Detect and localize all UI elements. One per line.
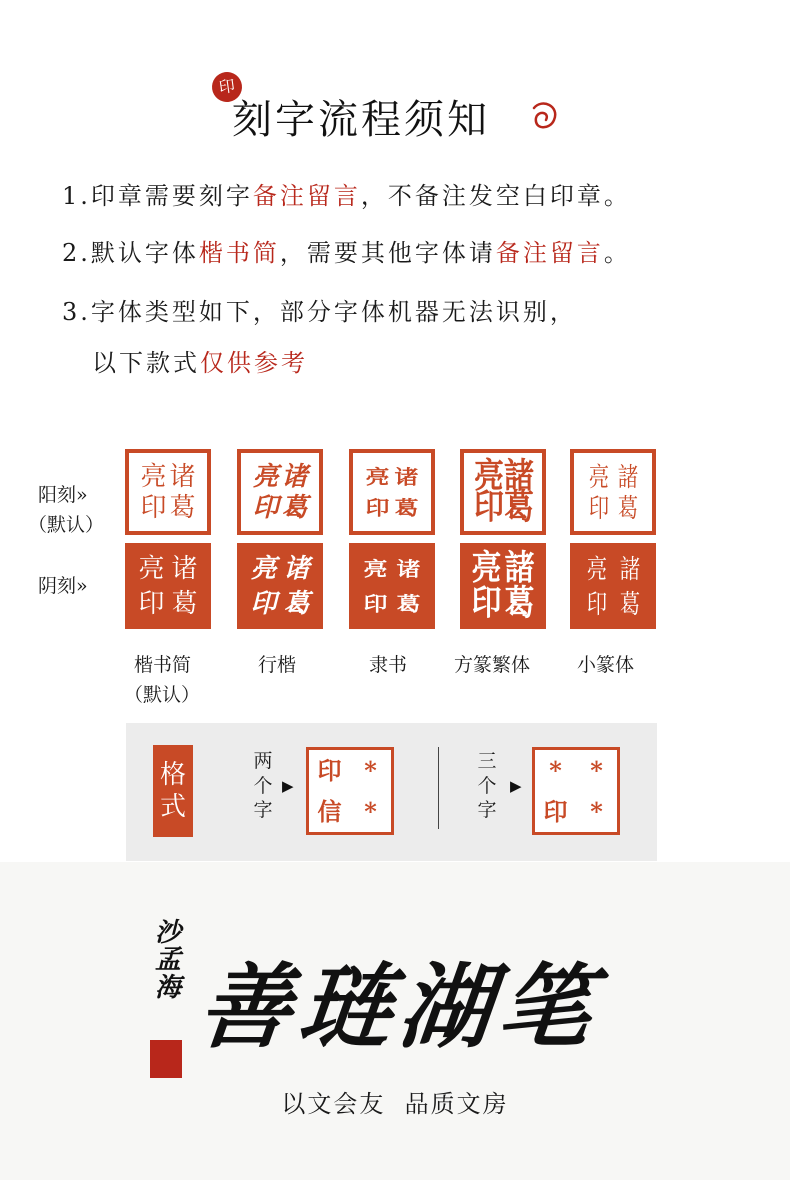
font-name-xingkai: 行楷 [258, 654, 297, 676]
page-title: 刻字流程须知 [232, 97, 490, 143]
yang-default-label: （默认） [28, 514, 105, 536]
three-char-layout: * * 印 * [532, 747, 620, 835]
two-char-layout: 印 * 信 * [306, 747, 394, 835]
rule-3-line-2: 以下款式仅供参考 [92, 349, 308, 377]
font-name-kaishu: 楷书简 [134, 654, 192, 676]
format-badge: 格 式 [153, 745, 193, 837]
three-char-label: 三 个 字 [477, 750, 497, 822]
brand-logo: 善琏湖笔 [193, 953, 605, 1061]
arrow-right-icon: ▶ [510, 777, 522, 795]
rule-2-highlight: 楷书简 [198, 239, 280, 267]
arrow-right-icon: ▶ [282, 777, 294, 795]
rule-2: 2.默认字体楷书简，需要其他字体请备注留言。 [62, 239, 631, 267]
rule-1: 1.印章需要刻字备注留言，不备注发空白印章。 [62, 182, 631, 210]
rule-2-highlight-2: 备注留言 [495, 239, 604, 267]
seal-yin-fangzhuan[interactable]: 亮 諸 印 葛 [460, 543, 546, 629]
format-panel [126, 723, 657, 861]
red-stamp-icon [150, 1040, 182, 1078]
seal-yin-lishu[interactable]: 亮 诸 印 葛 [349, 543, 435, 629]
seal-yang-lishu[interactable]: 亮 诸 印 葛 [349, 449, 435, 535]
seal-yin-xingkai[interactable]: 亮 诸 印 葛 [237, 543, 323, 629]
page-title-block [0, 72, 790, 142]
divider [438, 747, 439, 829]
brand-footer [0, 862, 790, 1180]
title-seal-icon: 印 [210, 70, 244, 104]
swirl-icon [528, 98, 562, 134]
rule-1-highlight: 备注留言 [252, 182, 361, 210]
seal-yang-fangzhuan[interactable]: 亮 諸 印 葛 [460, 449, 546, 535]
rule-3: 3.字体类型如下，部分字体机器无法识别， [62, 298, 577, 326]
rule-3-highlight: 仅供参考 [200, 349, 308, 377]
seal-yin-kaishu[interactable]: 亮 诸 印 葛 [125, 543, 211, 629]
seal-yang-xingkai[interactable]: 亮 诸 印 葛 [237, 449, 323, 535]
brand-slogan: 以文会友 品质文房 [281, 1090, 509, 1118]
seal-yang-kaishu[interactable]: 亮 诸 印 葛 [125, 449, 211, 535]
font-name-xiaozhuan: 小篆体 [577, 654, 635, 676]
font-name-kaishu-default: （默认） [124, 684, 201, 706]
font-name-lishu: 隶书 [369, 654, 408, 676]
calligraphy-signature: 沙 孟 海 [154, 918, 181, 1003]
seal-yin-xiaozhuan[interactable]: 亮 諸 印 葛 [570, 543, 656, 629]
two-char-label: 两 个 字 [253, 750, 273, 822]
font-name-fangzhuan: 方篆繁体 [454, 654, 531, 676]
seal-yang-xiaozhuan[interactable]: 亮 諸 印 葛 [570, 449, 656, 535]
yang-label: 阳刻» [38, 484, 88, 506]
yin-label: 阴刻» [38, 575, 88, 597]
